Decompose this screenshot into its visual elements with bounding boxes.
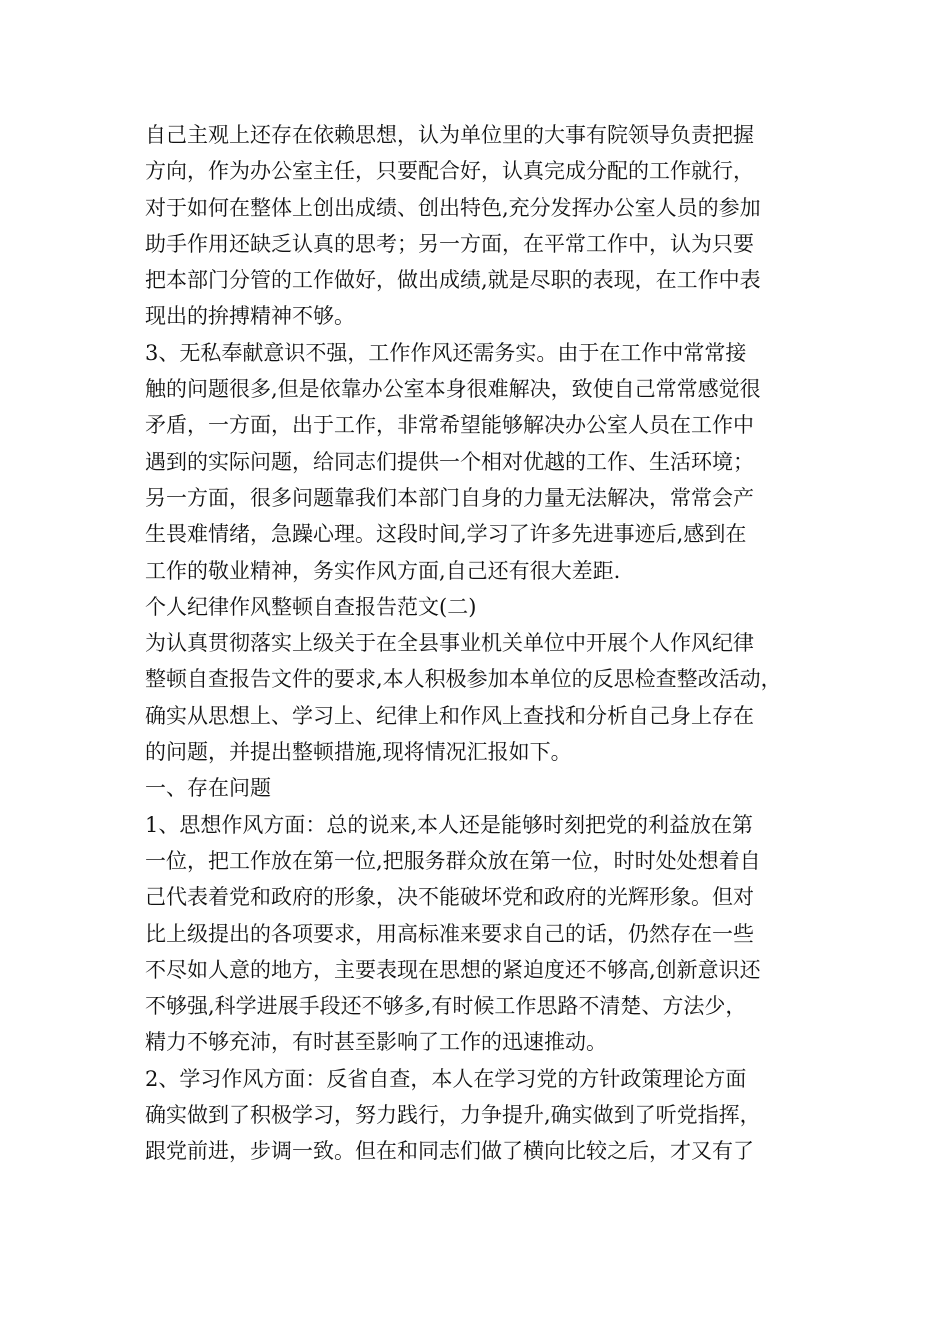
text-line: 一位，把工作放在第一位,把服务群众放在第一位，时时处处想着自 xyxy=(145,848,761,873)
text-line: 3、无私奉献意识不强，工作作风还需务实。由于在工作中常常接 xyxy=(145,340,747,365)
text-line: 确实做到了积极学习，努力践行，力争提升,确实做到了听党指挥， xyxy=(145,1103,761,1128)
text-line: 方向，作为办公室主任，只要配合好，认真完成分配的工作就行， xyxy=(145,159,754,184)
text-line: 自己主观上还存在依赖思想，认为单位里的大事有院领导负责把握 xyxy=(145,123,754,147)
text-line: 确实从思想上、学习上、纪律上和作风上查找和分析自己身上存在 xyxy=(145,703,754,728)
text-line: 现出的拚搏精神不够。 xyxy=(145,304,355,329)
text-line: 助手作用还缺乏认真的思考；另一方面，在平常工作中，认为只要 xyxy=(145,231,754,256)
text-line: 不尽如人意的地方，主要表现在思想的紧迫度还不够高,创新意识还 xyxy=(145,957,761,982)
text-line: 整顿自查报告文件的要求,本人积极参加本单位的反思检查整改活动， xyxy=(145,667,782,692)
text-line: 跟党前进，步调一致。但在和同志们做了横向比较之后，才又有了 xyxy=(145,1139,754,1164)
text-line: 把本部门分管的工作做好，做出成绩,就是尽职的表现，在工作中表 xyxy=(145,268,761,293)
text-line: 精力不够充沛，有时甚至影响了工作的迅速推动。 xyxy=(145,1030,607,1055)
text-line: 的问题，并提出整顿措施,现将情况汇报如下。 xyxy=(145,740,572,765)
text-line: 工作的敬业精神，务实作风方面,自己还有很大差距. xyxy=(145,558,621,583)
text-line: 1、思想作风方面：总的说来,本人还是能够时刻把党的利益放在第 xyxy=(145,812,754,837)
text-line: 触的问题很多,但是依靠办公室本身很难解决，致使自己常常感觉很 xyxy=(145,377,761,402)
text-line: 不够强,科学进展手段还不够多,有时候工作思路不清楚、方法少， xyxy=(145,994,747,1019)
section-heading: 个人纪律作风整顿自查报告范文(二) xyxy=(145,594,477,619)
text-line: 另一方面，很多问题靠我们本部门自身的力量无法解决，常常会产 xyxy=(145,485,754,510)
text-line: 比上级提出的各项要求，用高标准来要求自己的话，仍然存在一些 xyxy=(145,921,754,946)
text-line: 己代表着党和政府的形象，决不能破坏党和政府的光辉形象。但对 xyxy=(145,885,754,910)
text-line: 对于如何在整体上创出成绩、创出特色,充分发挥办公室人员的参加 xyxy=(145,195,761,220)
text-line: 2、学习作风方面：反省自查，本人在学习党的方针政策理论方面 xyxy=(145,1066,747,1091)
text-line: 遇到的实际问题，给同志们提供一个相对优越的工作、生活环境； xyxy=(145,449,754,474)
subsection-heading: 一、存在问题 xyxy=(145,776,271,801)
text-line: 矛盾，一方面，出于工作，非常希望能够解决办公室人员在工作中 xyxy=(145,413,754,438)
text-line: 生畏难情绪，急躁心理。这段时间,学习了许多先进事迹后,感到在 xyxy=(145,522,747,547)
text-line: 为认真贯彻落实上级关于在全县事业机关单位中开展个人作风纪律 xyxy=(145,631,754,656)
document-body xyxy=(145,117,815,1170)
